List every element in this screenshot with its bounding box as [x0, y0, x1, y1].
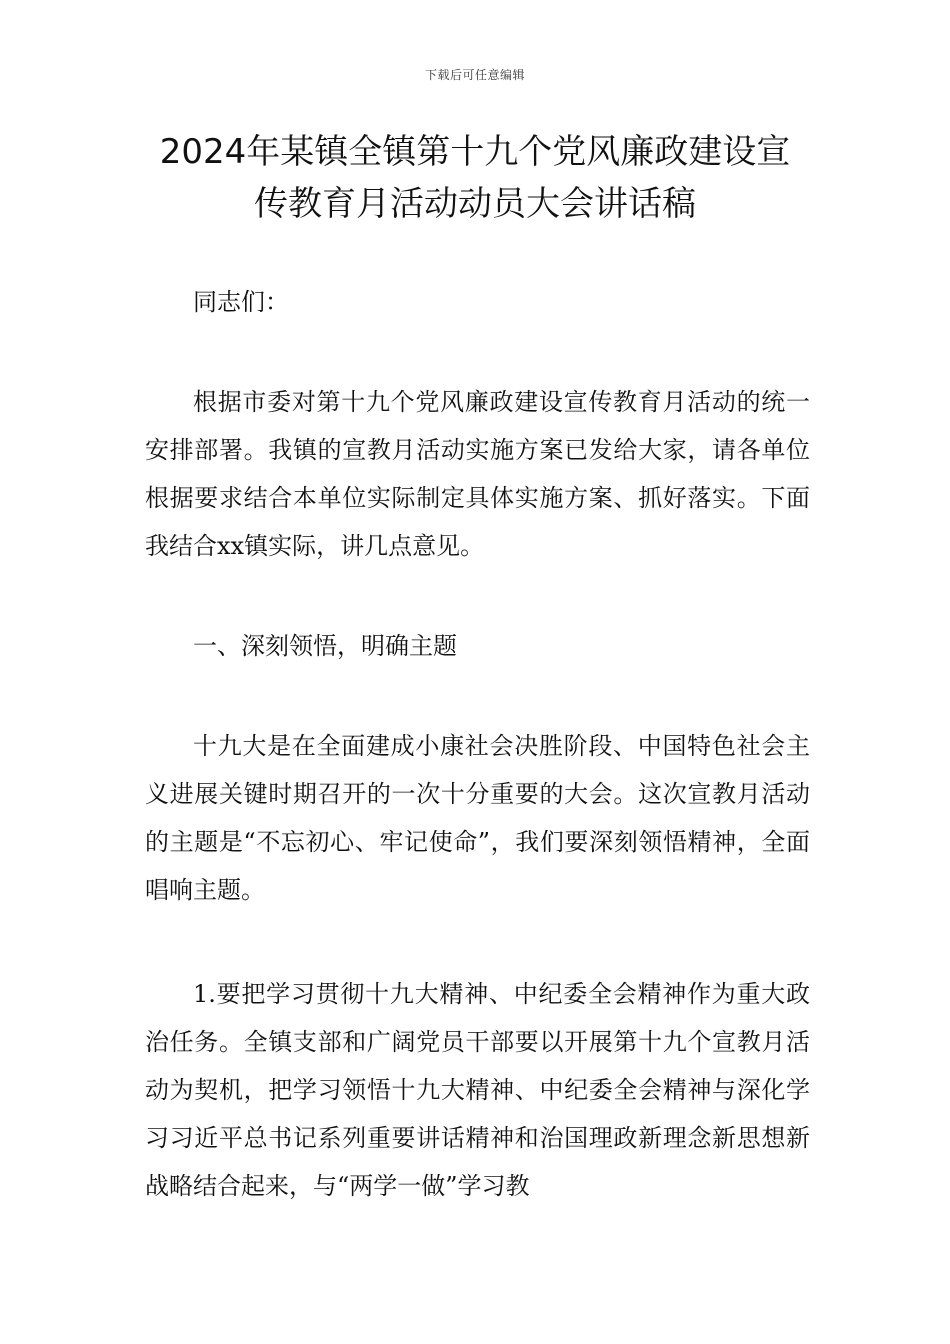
title-line-2: 传教育月活动动员大会讲话稿: [254, 184, 696, 224]
header-note: 下载后可任意编辑: [424, 68, 525, 82]
title-line-1: 2024年某镇全镇第十九个党风廉政建设宣: [159, 132, 791, 172]
document-title: [120, 126, 830, 230]
paragraph-theme: 十九大是在全面建成小康社会决胜阶段、中国特色社会主义进展关键时期召开的一次十分重要的大会。这次宣教月活动的主题是“不忘初心、牢记使命”，我们要深刻领悟精神，全面唱响主题。: [145, 732, 810, 904]
section-heading-1: 一、深刻领悟，明确主题: [193, 632, 457, 660]
salutation: 同志们：: [193, 288, 289, 316]
paragraph-point-1: 1.要把学习贯彻十九大精神、中纪委全会精神作为重大政治任务。全镇支部和广阔党员干部要以开展第十九个宣教月活动为契机，把学习领悟十九大精神、中纪委全会精神与深化学习习近平总书记系列重要讲话精神和治国理政新理念新思想新战略结合起来，与“两学一做”学习教: [145, 980, 810, 1200]
paragraph-intro: 根据市委对第十九个党风廉政建设宣传教育月活动的统一安排部署。我镇的宣教月活动实施方案已发给大家，请各单位根据要求结合本单位实际制定具体实施方案、抓好落实。下面我结合xx镇实际，讲几点意见。: [145, 388, 810, 560]
